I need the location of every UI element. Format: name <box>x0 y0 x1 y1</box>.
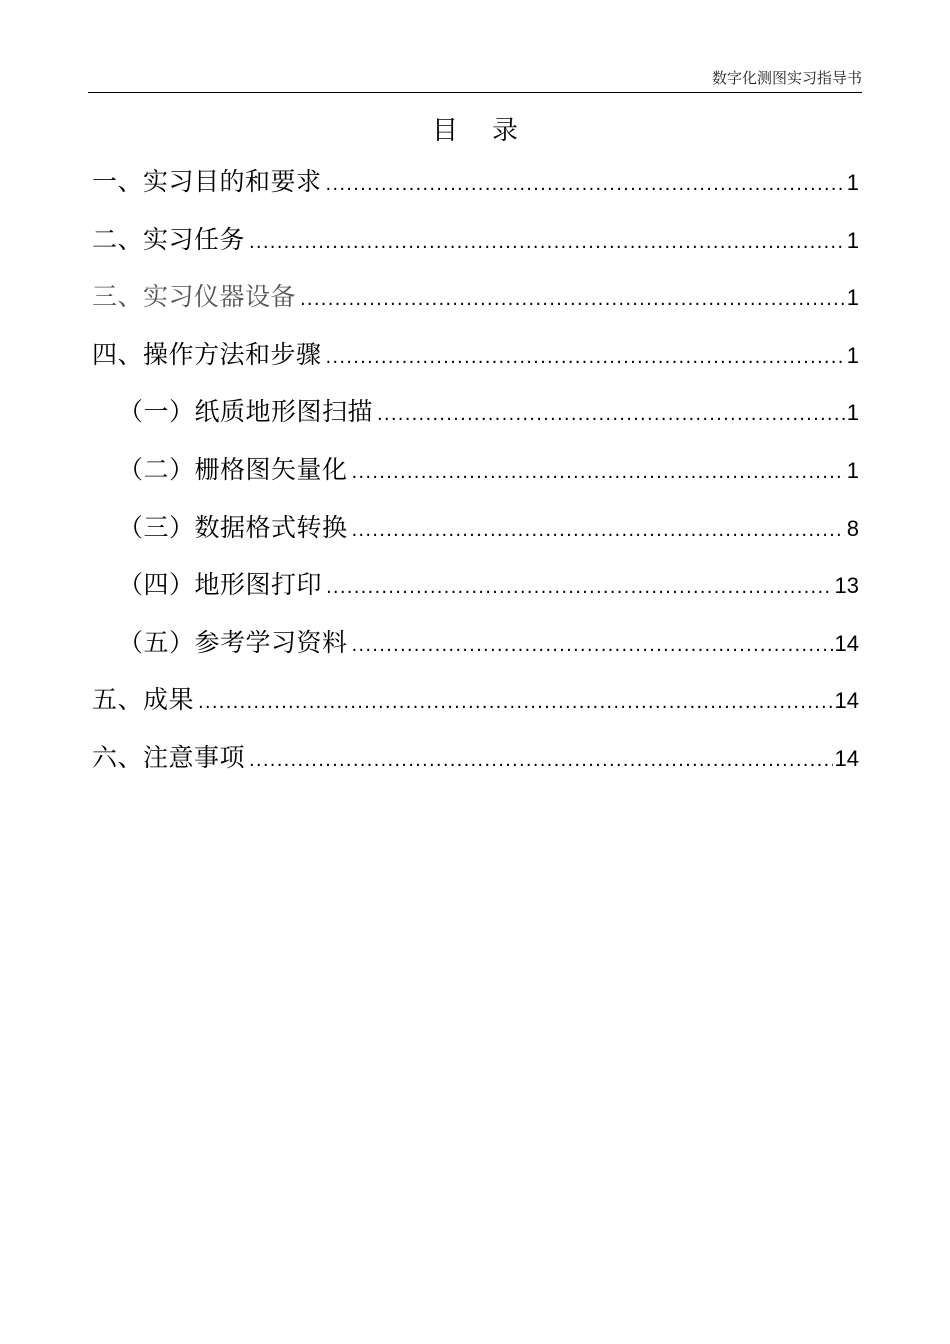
toc-subentry[interactable] <box>92 393 859 451</box>
toc-title-right: 录 <box>492 116 519 146</box>
toc-dot-leader <box>326 569 833 607</box>
toc-dot-leader <box>198 684 833 722</box>
toc-dot-leader <box>326 166 845 204</box>
toc-subentry[interactable] <box>92 451 859 509</box>
toc-dot-leader <box>249 224 845 262</box>
toc-entry-label: （二）栅格图矢量化 <box>118 454 348 484</box>
toc-entry-page: 1 <box>846 227 859 253</box>
toc-entry-page: 13 <box>834 573 859 599</box>
toc-entry-page: 1 <box>846 457 859 483</box>
toc-entry-page: 14 <box>834 688 859 714</box>
toc-entry[interactable] <box>92 163 859 221</box>
toc-entry-label: （三）数据格式转换 <box>118 512 348 542</box>
toc-dot-leader <box>300 281 845 319</box>
toc-entry-page: 14 <box>834 630 859 656</box>
toc-entry-label: 三、实习仪器设备 <box>92 282 297 312</box>
toc-subentry[interactable] <box>92 509 859 567</box>
toc-entry-label: （五）参考学习资料 <box>118 627 348 657</box>
toc-entry[interactable] <box>92 739 859 797</box>
toc-dot-leader <box>249 742 833 780</box>
toc-entry-page: 14 <box>834 745 859 771</box>
toc-title-left: 目 <box>431 116 458 146</box>
toc-entry-page: 1 <box>846 285 859 311</box>
toc-subentry[interactable] <box>92 566 859 624</box>
toc-entry-label: 二、实习任务 <box>92 224 246 254</box>
toc-entry[interactable] <box>92 681 859 739</box>
toc-entry[interactable] <box>92 221 859 279</box>
toc-title <box>0 114 950 148</box>
toc-entry-label: 四、操作方法和步骤 <box>92 339 322 369</box>
toc-entry-label: （四）地形图打印 <box>118 570 323 600</box>
toc-entry[interactable] <box>92 336 859 394</box>
toc-entry-label: （一）纸质地形图扫描 <box>118 397 374 427</box>
toc-dot-leader <box>352 454 845 492</box>
toc-entry-page: 8 <box>846 515 859 541</box>
toc-entry-label: 五、成果 <box>92 685 195 715</box>
toc-entry-page: 1 <box>846 342 859 368</box>
toc-entry-page: 1 <box>846 400 859 426</box>
toc-dot-leader <box>352 512 845 550</box>
toc-entry-label: 一、实习目的和要求 <box>92 167 322 196</box>
page-header <box>88 68 862 93</box>
header-title: 数字化测图实习指导书 <box>711 69 862 87</box>
toc-dot-leader <box>326 339 845 377</box>
toc-dot-leader <box>352 627 833 665</box>
toc-entry[interactable] <box>92 278 859 336</box>
toc-dot-leader <box>377 396 845 434</box>
table-of-contents <box>92 163 859 797</box>
toc-entry-label: 六、注意事项 <box>92 742 246 772</box>
toc-entry-page: 1 <box>846 170 859 195</box>
toc-subentry[interactable] <box>92 624 859 682</box>
